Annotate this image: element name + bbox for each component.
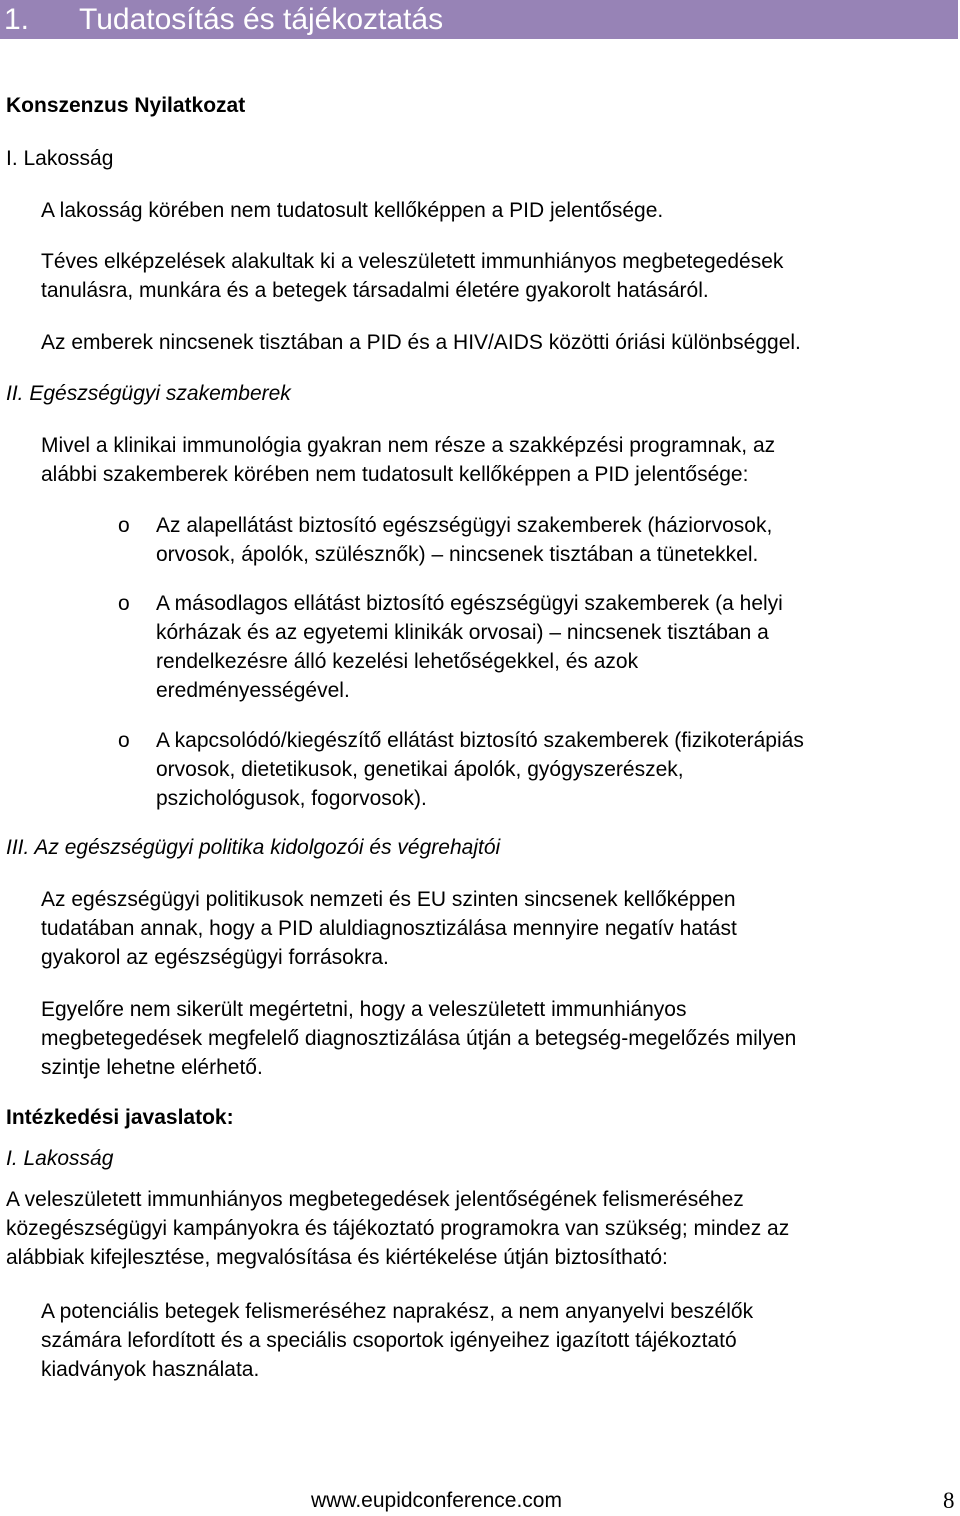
section-header-bar <box>0 0 958 39</box>
bullet2-line2: kórházak és az egyetemi klinikák orvosai) – nincsenek tisztában a <box>156 621 769 644</box>
consensus-sec2-title: II. Egészségügyi szakemberek <box>6 382 291 405</box>
section-title: Tudatosítás és tájékoztatás <box>79 3 444 36</box>
measures-sec1-p1-line1: A veleszületett immunhiányos megbetegedések jelentőségének felismeréséhez <box>6 1188 744 1211</box>
bullet2-line1: A másodlagos ellátást biztosító egészségügyi szakemberek (a helyi <box>156 592 783 615</box>
consensus-sec3-p2-line2: megbetegedések megfelelő diagnosztizálása útján a betegség-megelőzés milyen <box>41 1027 797 1050</box>
bullet-marker: o <box>118 592 130 615</box>
consensus-sec3-p1-line3: gyakorol az egészségügyi forrásokra. <box>41 946 389 969</box>
consensus-heading: Konszenzus Nyilatkozat <box>6 94 246 117</box>
consensus-sec1-p2-line2: tanulásra, munkára és a betegek társadalmi életére gyakorolt hatásáról. <box>41 279 709 302</box>
measures-sec1-p2-line1: A potenciális betegek felismeréséhez naprakész, a nem anyanyelvi beszélők <box>41 1300 754 1323</box>
measures-sec1-title: I. Lakosság <box>6 1147 114 1170</box>
page-number: 8 <box>943 1488 955 1513</box>
bullet3-line2: orvosok, dietetikusok, genetikai ápolók, gyógyszerészek, <box>156 758 684 781</box>
consensus-sec3-p2-line1: Egyelőre nem sikerült megértetni, hogy a veleszületett immunhiányos <box>41 998 687 1021</box>
consensus-sec2-intro-line1: Mivel a klinikai immunológia gyakran nem része a szakképzési programnak, az <box>41 434 776 457</box>
measures-heading: Intézkedési javaslatok: <box>6 1106 234 1129</box>
footer-url: www.eupidconference.com <box>311 1489 562 1512</box>
measures-sec1-p1-line3: alábbiak kifejlesztése, megvalósítása és kiértékelése útján biztosítható: <box>6 1246 668 1269</box>
consensus-sec3-p2-line3: szintje lehetne elérhető. <box>41 1056 263 1079</box>
consensus-sec3-p1-line1: Az egészségügyi politikusok nemzeti és EU szinten sincsenek kellőképpen <box>41 888 736 911</box>
bullet2-line3: rendelkezésre álló kezelési lehetőségekkel, és azok <box>156 650 639 673</box>
bullet1-line2: orvosok, ápolók, szülésznők) – nincsenek tisztában a tünetekkel. <box>156 543 759 566</box>
measures-sec1-p2-line2: számára lefordított és a speciális csoportok igényeihez igazított tájékoztató <box>41 1329 737 1352</box>
consensus-sec1-p2-line1: Téves elképzelések alakultak ki a veleszületett immunhiányos megbetegedések <box>41 250 784 273</box>
bullet-marker: o <box>118 729 130 752</box>
consensus-sec2-intro-line2: alábbi szakemberek körében nem tudatosult kellőképpen a PID jelentősége: <box>41 463 749 486</box>
bullet1-line1: Az alapellátást biztosító egészségügyi szakemberek (háziorvosok, <box>156 514 773 537</box>
section-number: 1. <box>4 3 30 36</box>
bullet-marker: o <box>118 514 130 537</box>
consensus-sec3-title: III. Az egészségügyi politika kidolgozói és végrehajtói <box>6 836 501 859</box>
consensus-sec1-p3: Az emberek nincsenek tisztában a PID és a HIV/AIDS közötti óriási különbséggel. <box>41 331 801 354</box>
measures-sec1-p2-line3: kiadványok használata. <box>41 1358 260 1381</box>
measures-sec1-p1-line2: közegészségügyi kampányokra és tájékoztató programokra van szükség; mindez az <box>6 1217 790 1240</box>
bullet3-line1: A kapcsolódó/kiegészítő ellátást biztosító szakemberek (fizikoterápiás <box>156 729 804 752</box>
bullet2-line4: eredményességével. <box>156 679 350 702</box>
bullet3-line3: pszichológusok, fogorvosok). <box>156 787 427 810</box>
consensus-sec1-title: I. Lakosság <box>6 147 114 170</box>
consensus-sec3-p1-line2: tudatában annak, hogy a PID aluldiagnosztizálása mennyire negatív hatást <box>41 917 737 940</box>
consensus-sec1-p1: A lakosság körében nem tudatosult kellőképpen a PID jelentősége. <box>41 199 664 222</box>
